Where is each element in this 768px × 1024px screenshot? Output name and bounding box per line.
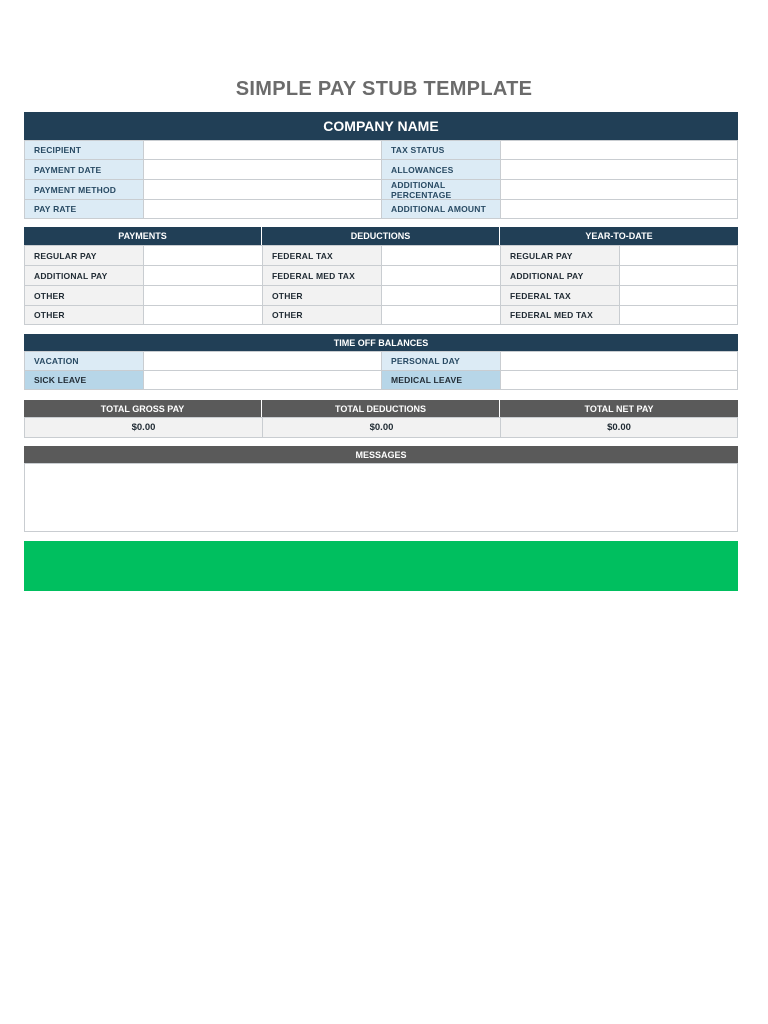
totals-block (24, 400, 738, 438)
medical-leave-field[interactable] (500, 370, 738, 390)
deductions-header: DEDUCTIONS (262, 227, 500, 245)
label-payment-method: PAYMENT METHOD (24, 179, 144, 200)
total-deductions-value: $0.00 (262, 417, 501, 438)
tax-status-field[interactable] (500, 140, 738, 160)
earnings-block (24, 227, 738, 325)
total-gross-pay-value: $0.00 (24, 417, 263, 438)
ytd-row-value[interactable] (619, 305, 738, 325)
label-sick-leave: SICK LEAVE (24, 370, 144, 390)
personal-day-field[interactable] (500, 351, 738, 371)
ytd-row-label: ADDITIONAL PAY (500, 265, 620, 286)
payment-method-field[interactable] (143, 179, 382, 200)
total-deductions-header: TOTAL DEDUCTIONS (262, 400, 500, 417)
ytd-row-value[interactable] (619, 285, 738, 306)
deductions-row-value[interactable] (381, 305, 501, 325)
payments-row-value[interactable] (143, 285, 263, 306)
label-additional-percentage: ADDITIONAL PERCENTAGE (381, 179, 501, 200)
payments-row-value[interactable] (143, 245, 263, 266)
allowances-field[interactable] (500, 159, 738, 180)
messages-header: MESSAGES (24, 446, 738, 463)
payments-row-label: REGULAR PAY (24, 245, 144, 266)
total-net-pay-value: $0.00 (500, 417, 738, 438)
messages-block (24, 446, 738, 532)
green-banner (24, 541, 738, 591)
label-vacation: VACATION (24, 351, 144, 371)
payments-row-label: ADDITIONAL PAY (24, 265, 144, 286)
deductions-row-value[interactable] (381, 265, 501, 286)
pay-rate-field[interactable] (143, 199, 382, 219)
payments-row-value[interactable] (143, 305, 263, 325)
deductions-row-label: FEDERAL MED TAX (262, 265, 382, 286)
label-payment-date: PAYMENT DATE (24, 159, 144, 180)
label-tax-status: TAX STATUS (381, 140, 501, 160)
recipient-field[interactable] (143, 140, 382, 160)
deductions-row-label: FEDERAL TAX (262, 245, 382, 266)
ytd-row-label: REGULAR PAY (500, 245, 620, 266)
company-name-header: COMPANY NAME (24, 112, 738, 140)
time-off-block (24, 334, 738, 390)
label-medical-leave: MEDICAL LEAVE (381, 370, 501, 390)
vacation-field[interactable] (143, 351, 382, 371)
label-additional-amount: ADDITIONAL AMOUNT (381, 199, 501, 219)
total-net-pay-header: TOTAL NET PAY (500, 400, 738, 417)
label-recipient: RECIPIENT (24, 140, 144, 160)
messages-field[interactable] (24, 463, 738, 532)
additional-amount-field[interactable] (500, 199, 738, 219)
deductions-row-label: OTHER (262, 305, 382, 325)
time-off-header: TIME OFF BALANCES (24, 334, 738, 351)
ytd-header: YEAR-TO-DATE (500, 227, 738, 245)
deductions-row-label: OTHER (262, 285, 382, 306)
ytd-row-value[interactable] (619, 265, 738, 286)
payments-header: PAYMENTS (24, 227, 262, 245)
page-title: SIMPLE PAY STUB TEMPLATE (235, 78, 533, 100)
label-personal-day: PERSONAL DAY (381, 351, 501, 371)
ytd-row-label: FEDERAL TAX (500, 285, 620, 306)
sick-leave-field[interactable] (143, 370, 382, 390)
payment-date-field[interactable] (143, 159, 382, 180)
deductions-row-value[interactable] (381, 285, 501, 306)
employee-info-block (24, 140, 738, 219)
payments-row-label: OTHER (24, 305, 144, 325)
ytd-row-label: FEDERAL MED TAX (500, 305, 620, 325)
total-gross-pay-header: TOTAL GROSS PAY (24, 400, 262, 417)
payments-row-label: OTHER (24, 285, 144, 306)
label-allowances: ALLOWANCES (381, 159, 501, 180)
payments-row-value[interactable] (143, 265, 263, 286)
additional-percentage-field[interactable] (500, 179, 738, 200)
ytd-row-value[interactable] (619, 245, 738, 266)
deductions-row-value[interactable] (381, 245, 501, 266)
label-pay-rate: PAY RATE (24, 199, 144, 219)
